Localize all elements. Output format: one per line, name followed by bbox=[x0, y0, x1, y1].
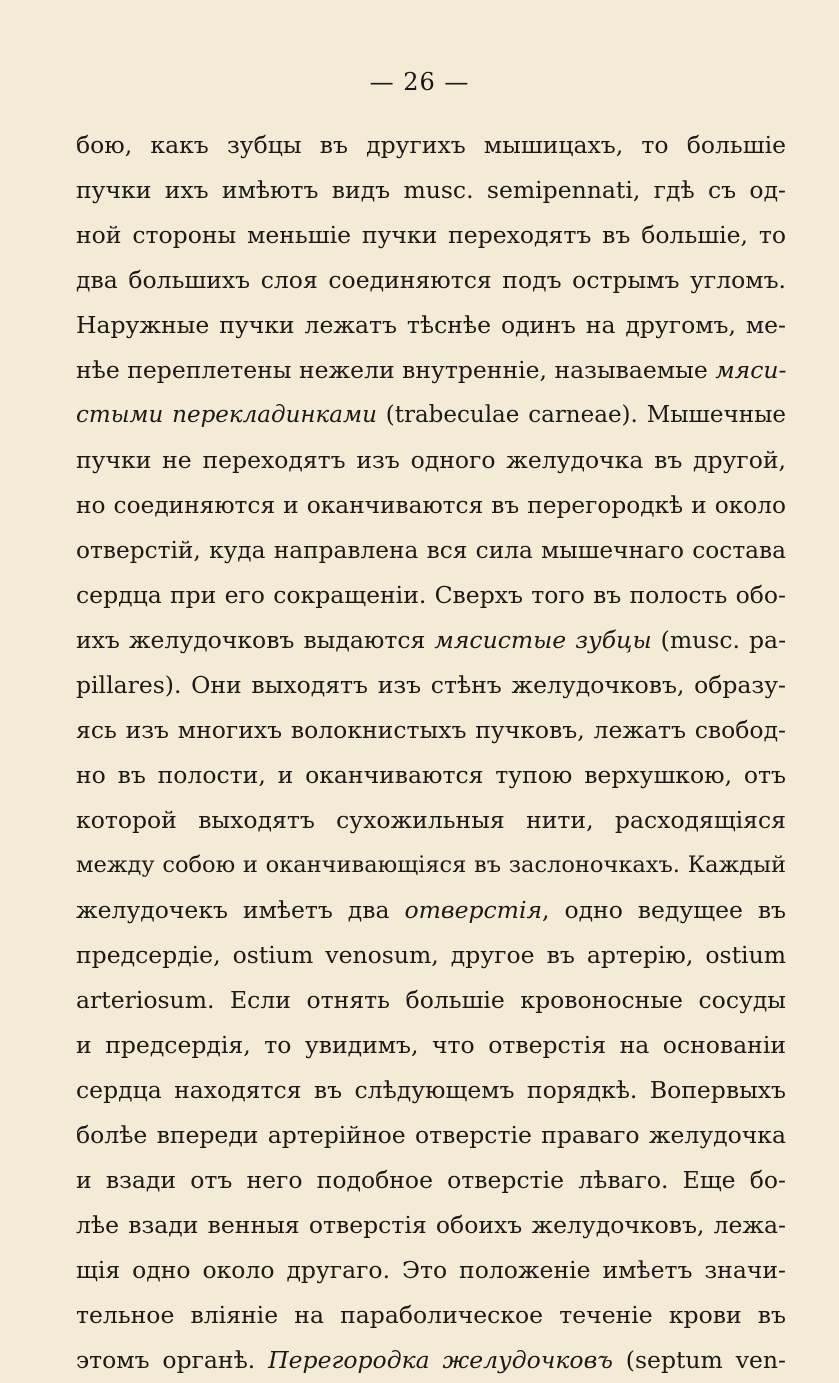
text-segment: предсердіе, ostium venosum, другое въ артерію, ostium bbox=[76, 941, 786, 969]
text-line bbox=[76, 393, 786, 438]
text-segment: пучки ихъ имѣютъ видъ musc. semipennati, гдѣ съ од- bbox=[76, 176, 786, 204]
text-segment: тельное вліяніе на параболическое теченіе крови въ bbox=[76, 1301, 786, 1329]
text-line bbox=[76, 123, 786, 168]
text-segment: но въ полости, и оканчиваются тупою верхушкою, отъ bbox=[76, 761, 786, 789]
text-segment: (septum ven- bbox=[612, 1346, 786, 1374]
text-line bbox=[76, 573, 786, 618]
italic-term: мяси- bbox=[715, 356, 786, 384]
text-segment: отверстій, куда направлена вся сила мышечнаго состава bbox=[76, 537, 786, 564]
text-line bbox=[76, 528, 786, 573]
text-segment: ясь изъ многихъ волокнистыхъ пучковъ, лежатъ свобод- bbox=[76, 716, 786, 744]
text-segment: и предсердія, то увидимъ, что отверстія на основаніи bbox=[76, 1031, 786, 1059]
text-line bbox=[76, 798, 786, 843]
text-segment: (musc. pa- bbox=[651, 626, 786, 654]
text-line bbox=[76, 663, 786, 708]
text-line bbox=[76, 213, 786, 258]
text-segment: пучки не переходятъ изъ одного желудочка въ другой, bbox=[76, 446, 786, 474]
text-line bbox=[76, 708, 786, 753]
text-segment: между собою и оканчивающіяся въ заслоночкахъ. Каждый bbox=[76, 852, 786, 878]
text-line bbox=[76, 1158, 786, 1203]
text-segment: этомъ органѣ. bbox=[76, 1346, 269, 1374]
text-segment: ихъ желудочковъ выдаются bbox=[76, 626, 435, 654]
text-segment: щія одно около другаго. Это положеніе имѣетъ значи- bbox=[76, 1256, 786, 1284]
text-line bbox=[76, 438, 786, 483]
text-segment: , одно ведущее въ bbox=[542, 896, 786, 924]
text-line bbox=[76, 753, 786, 798]
text-line bbox=[76, 618, 786, 663]
italic-term: отверстія bbox=[404, 896, 543, 924]
page-number: — 26 — bbox=[369, 68, 470, 96]
text-line bbox=[76, 843, 786, 888]
text-segment: arteriosum. Если отнять большіе кровоносные сосуды bbox=[76, 986, 786, 1014]
text-segment: сердца находятся въ слѣдующемъ порядкѣ. Вопервыхъ bbox=[76, 1076, 786, 1104]
text-line bbox=[76, 1338, 786, 1383]
text-line bbox=[76, 933, 786, 978]
italic-term: мясистые зубцы bbox=[434, 626, 652, 654]
text-segment: лѣе взади венныя отверстія обоихъ желудочковъ, лежа- bbox=[76, 1211, 786, 1239]
text-line bbox=[76, 978, 786, 1023]
text-segment: нѣе переплетены нежели внутренніе, называемые bbox=[76, 356, 716, 384]
text-line bbox=[76, 1023, 786, 1068]
body-text bbox=[76, 123, 786, 1383]
text-line bbox=[76, 888, 786, 933]
text-line bbox=[76, 168, 786, 213]
text-segment: Наружные пучки лежатъ тѣснѣе одинъ на другомъ, ме- bbox=[76, 311, 786, 339]
text-line bbox=[76, 1248, 786, 1293]
text-segment: сердца при его сокращеніи. Сверхъ того въ полость обо- bbox=[76, 581, 786, 609]
text-segment: pillares). Они выходятъ изъ стѣнъ желудочковъ, образу- bbox=[76, 671, 786, 699]
text-line bbox=[76, 1293, 786, 1338]
italic-term: Перегородка желудочковъ bbox=[268, 1346, 613, 1374]
text-line bbox=[76, 1203, 786, 1248]
text-segment: желудочекъ имѣетъ два bbox=[76, 896, 405, 924]
text-segment: бою, какъ зубцы въ другихъ мышицахъ, то большіе bbox=[76, 131, 786, 159]
text-line bbox=[76, 258, 786, 303]
text-line bbox=[76, 1113, 786, 1158]
text-segment: но соединяются и оканчиваются въ перегородкѣ и около bbox=[76, 492, 786, 519]
text-segment: ной стороны меньшіе пучки переходятъ въ большіе, то bbox=[76, 221, 786, 249]
text-segment: которой выходятъ сухожильныя нити, расходящіяся bbox=[76, 806, 786, 834]
italic-term: стыми перекладинками bbox=[76, 402, 377, 428]
text-line bbox=[76, 348, 786, 393]
text-line bbox=[76, 1068, 786, 1113]
text-line bbox=[76, 303, 786, 348]
text-segment: и взади отъ него подобное отверстіе лѣваго. Еще бо- bbox=[76, 1166, 786, 1194]
text-segment: болѣе впереди артерійное отверстіе праваго желудочка bbox=[76, 1121, 786, 1149]
text-line bbox=[76, 483, 786, 528]
text-segment: два большихъ слоя соединяются подъ острымъ угломъ. bbox=[76, 266, 786, 294]
text-segment: (trabeculae carneae). Мышечные bbox=[376, 402, 786, 428]
